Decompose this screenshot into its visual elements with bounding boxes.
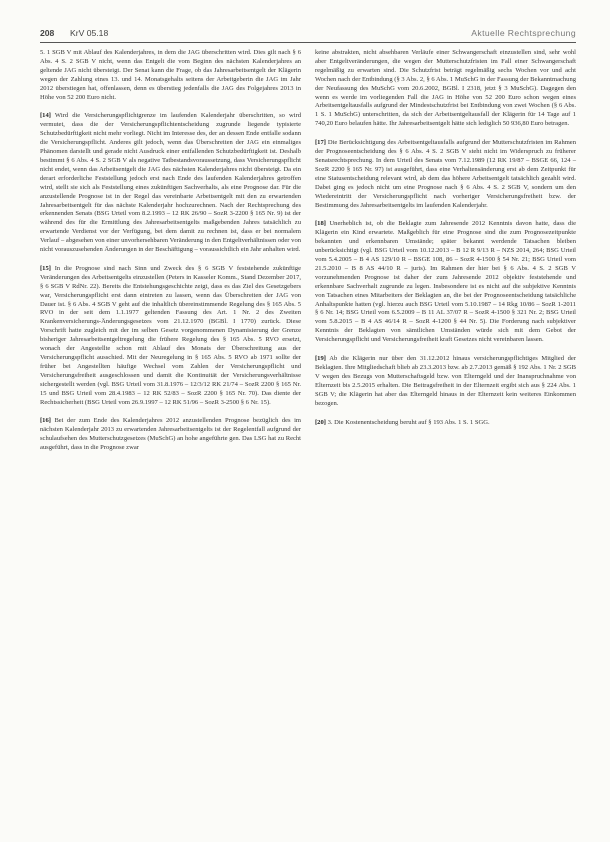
paragraph [315, 355, 576, 408]
paragraph-text: Bei der zum Ende des Kalenderjahres 2012 anzustellenden Prognose bezüglich des im nächsten Kalenderjahr 2013 zu erwartenden Jahresarbeitsentgelts ist der Regelentfall aufgrund der schulaufsehen des Mutterschutzgesetzes (MuSchG) an hohe angeführte gen. Das LSG hat zu Recht ausgeführt, dass in die Prognose zwar [40, 417, 301, 452]
paragraph-text: keine abstrakten, nicht absehbaren Verläufe einer Schwangerschaft einzustellen sind, sehr wohl aber Entgeltveränderungen, die wegen der Mutterschutzfristen im Fall einer Schwangerschaft regelmäßig zu erwarten sind. Die Schutzfrist beträgt regelmäßig sechs Wochen vor und acht Wochen nach der Entbindung (§ 3 Abs. 2, § 6 Abs. 1 MuSchG in der Fassung der Bekanntmachung der Neufassung des MuSchG vom 20.6.2002, BGBl. I 2318, jetzt § 3 MuSchG). Dagegen den wenn es werde im vorliegenden Fall die JAG in Höhe von 52 200 Euro schon wegen eines Arbeitsentgeltausfalls aufgrund der Mindestschutzfrist bei Entbindung von zwei Wochen (§ 6 Abs. 1 S. 1 MuSchG) unterschritten, da sich der Arbeitsentgeltausfall der Klägerin für 14 Tage auf 1 740,20 Euro belaufen hätte. Ihr Jahresarbeitsentgelt hätte sich lediglich 50 936,80 Euro betragen. [315, 49, 576, 128]
paragraph-marker: [19] [315, 355, 326, 363]
paragraph [40, 417, 301, 453]
paragraph [40, 49, 301, 102]
paragraph [315, 419, 576, 428]
paragraph [315, 49, 576, 129]
paragraph-marker: [15] [40, 264, 51, 272]
page-number: 208 [40, 28, 55, 38]
paragraph-text: Ab die Klägerin nur über den 31.12.2012 hinaus versicherungspflichtiges Mitglied der Beklagten. Ihre Mitgliedschaft blieb ab 23.3.2013 bzw. ab 2.7.2013 gemäß § 192 Abs. 1 Nr. 2 SGB V wegen des Bezugs von Mutterschaftsgeld bzw. von Elterngeld und der Inanspruchnahme von Elternzeit bis 2.5.2015 erhalten. Die Beitragsfreiheit in der Elternzeit ergibt sich aus § 224 Abs. 1 SGB V; die Klägerin hat aber das Elterngeld hinaus in der Elternzeit kein weiteres Einkommen bezogen. [315, 355, 577, 407]
paragraph-marker: [17] [315, 139, 326, 147]
paragraph [315, 139, 576, 210]
paragraph-text: Unerheblich ist, ob die Beklagte zum Jahresende 2012 Kenntnis davon hatte, dass die Klägerin ein Kind erwartete. Maßgeblich für eine Prognose sind die zum Prognosezeitpunkte bekannten und erkennbaren Umstände; später bekannt werdende Tatsachen bleiben unberücksichtigt (vgl. BSG Urteil vom 10.12.2013 – B 12 R 9/13 R – NZS 2014, 264; BSG Urteil vom 5.4.2005 – B 4 AS 129/10 R – BSGE 108, 86 – SozR 4-1500 § 54 Nr. 21; BSG Urteil vom 21.5.2010 – B 8 AS 44/10 R – juris). Im Rahmen der hier bei § 6 Abs. 4 S. 2 SGB V vorzunehmenden Prognose ist daher der zum Jahresende 2012 objektiv feststehende und erkennbare Sachverhalt zugrunde zu legen. Insbesondere ist es nicht auf die subjektive Kenntnis von Tatsachen eines Mitarbeiters der Beklagten an, die bei der Prognoseentscheidung tatsächliche Anhaltspunkte hatten (vgl. hierzu auch BSG Urteil vom 5.10.1987 – 14 Rkg 10/86 – SozR 1-2011 § 6 Nr. 14; BSG Urteil vom 6.5.2009 – B 11 AL 37/07 R – SozR 4-1500 § 321 Nr. 2; BSG Urteil vom 5.8.2015 – B 4 AS 46/14 R – SozR 4-1200 § 44 Nr. 5). Die Forderung nach subjektiver Kenntnis der Beklagten von sämtlichen Umständen würde sich mit dem Gebot der Versicherungspflicht und Versicherungsfreiheit kraft Gesetzes nicht vereinbaren lassen. [315, 220, 577, 344]
paragraph-text: Die Berücksichtigung des Arbeitsentgeltausfalls aufgrund der Mutterschutzfristen im Rahmen der Prognoseentscheidung des § 6 Abs. 4 S. 2 SGB V steht nicht im Widerspruch zu früherer Senatsrechtsprechung. In dem Urteil des Senats vom 7.12.1989 (12 RK 19/87 – BSGE 66, 124 – SozR 2200 § 165 Nr. 97) ist ausgeführt, dass eine Verhaltensänderung erst ab dem Zeitpunkt für eine Statusentscheidung relevant wird, ab dem das höhere Arbeitsentgelt tatsächlich gezahlt wird. Dabei ging es jedoch nicht um eine Prognose nach § 6 Abs. 4 S. 2 SGB V, sondern um den Wiedereintritt der Versicherungspflicht nach vorheriger Versicherungsfreiheit bzw. der Bestimmung des Jahresarbeitsentgelts im laufenden Kalenderjahr. [315, 139, 576, 209]
page-header [40, 28, 576, 43]
paragraph-marker: [14] [40, 112, 51, 120]
paragraph-text: Wird die Versicherungspflichtgrenze im laufenden Kalenderjahr überschritten, so wird vermutet, dass die der Versicherungspflichtentscheidung zugrunde liegende typisierte Schutzbedürftigkeit nicht mehr vorliegt. Nicht im Interesse des, der an dessen Ende entfalle sodann die Versicherungspflicht. Anderes gilt jedoch, wenn das Überschreiten der JAG ein einmaliges Phänomen darstellt und gerade nicht Ausdruck einer entfallenden Schutzbedürftigkeit ist. Deshalb bestimmt § 6 Abs. 4 S. 2 SGB V als negative Tatbestandsvoraussetzung, dass Versicherungspflicht nicht endet, wenn das Arbeitsentgelt die JAG des nächsten Kalenderjahres nicht übersteigt. Da ein derart erforderliche Feststellung jedoch erst nach Ende des laufenden Kalenderjahres getroffen wird, stellt sie sich als Feststellung eines zukünftigen Sachverhalts, als eine Prognose dar. Für die anzustellende Prognose ist in der Regel das vereinbarte Arbeitsentgelt mit den zu erwartenden Jahresarbeitsentgelt für das nächste Kalenderjahr hochzurechnen. Nach der Rechtsprechung des erkennenden Senats (BSG Urteil vom 8.2.1993 – 12 RK 26/90 – SozR 3-2200 § 165 Nr. 9) ist der während des für die Ermittlung des Jahresarbeitsentgelts maßgebenden Jahres tatsächlich zu erwartende Verdienst vor der Verfügung, bei dem damit zu rechnen ist, dass er bei normalem Verlauf – abgesehen von einer unvorhersehbaren Veränderung in den Entgeltverhältnissen oder von nicht vorauszusehenden Änderungen in der Beschäftigung – voraussichtlich ein Jahr anhalten wird. [40, 112, 301, 254]
paragraph-marker: [18] [315, 220, 326, 228]
paragraph [40, 265, 301, 408]
paragraph-marker: [20] [315, 418, 326, 426]
text-columns [40, 49, 576, 463]
right-column [315, 49, 576, 463]
journal-issue: KrV 05.18 [70, 28, 109, 38]
paragraph [40, 112, 301, 255]
paragraph-text: 5. 1 SGB V mit Ablauf des Kalenderjahres, in dem die JAG überschritten wird. Dies gilt nach § 6 Abs. 4 S. 2 SGB V nicht, wenn das Entgelt die vom Beginn des nächsten Kalenderjahres an geltende JAG nicht übersteigt. Der Senat kann die Frage, ob das Jahresarbeitsentgelt der Klägerin wegen der Zahlung eines 13. und 14. Monatsgehalts seitens der Arbeitgeberin die JAG im Jahr 2012 überstiegen hat, offenlassen, denn es überstieg jedenfalls die JAG des Folgejahres 2013 in Höhe von 52 200 Euro nicht. [40, 49, 301, 101]
paragraph-marker: [16] [40, 417, 51, 425]
paragraph-text: In die Prognose sind nach Sinn und Zweck des § 6 SGB V feststehende zukünftige Veränderungen des Arbeitsentgelts einzustellen (Peters in Kasseler Komm., Stand Dezember 2017, § 6 SGB V RdNr. 22). Bereits die Entstehungsgeschichte zeigt, dass es das Ziel des Gesetzgebers war, Versicherungspflicht erst dann eintreten zu lassen, wenn das Überschreiten der JAG von Dauer ist. § 6 Abs. 4 SGB V geht auf die inhaltlich übereinstimmende Regelung des § 165 Abs. 5 RVO in der seit dem 1.1.1977 geltenden Fassung des Art. 1 Nr. 2 des Zweiten Krankenversicherungs-Änderungsgesetzes vom 21.12.1970 (BGBl. I 1770) zurück. Diese Vorschrift hatte zugleich mit der im selben Gesetz vorgenommenen Dynamisierung der Grenze bisheriger Jahresarbeitsentgeltregelung die frühere Regelung des § 165 Abs. 5 RVO ersetzt, wonach der Angestellte schon mit Ablauf des Monats der Überschreitung aus der Versicherungspflicht ausschied. Mit der Neuregelung in § 165 Abs. 5 RVO ab 1971 sollte der früher bei Angestellten häufige Wechsel vom Zahlen der Versicherungspflicht und Versicherungsfreiheit ausgeschlossen und damit die Kontinuität der Versicherungsverhältnisse sichergestellt werden (vgl. BSG Urteil vom 31.8.1976 – 12/3/12 RK 21/74 – SozR 2200 § 165 Nr. 15 und BSG Urteil vom 28.4.1983 – 12 RK 52/83 – SozR 2200 § 165 Nr. 70). Das diente der Rechtssicherheit (BSG Urteil vom 26.9.1997 – 12 RK 51/96 – SozR 3-2500 § 6 Nr. 15). [40, 264, 301, 406]
paragraph [315, 220, 576, 345]
paragraph-text: 3. Die Kostenentscheidung beruht auf § 193 Abs. 1 S. 1 SGG. [327, 418, 490, 426]
section-title: Aktuelle Rechtsprechung [471, 28, 576, 38]
left-column [40, 49, 301, 463]
